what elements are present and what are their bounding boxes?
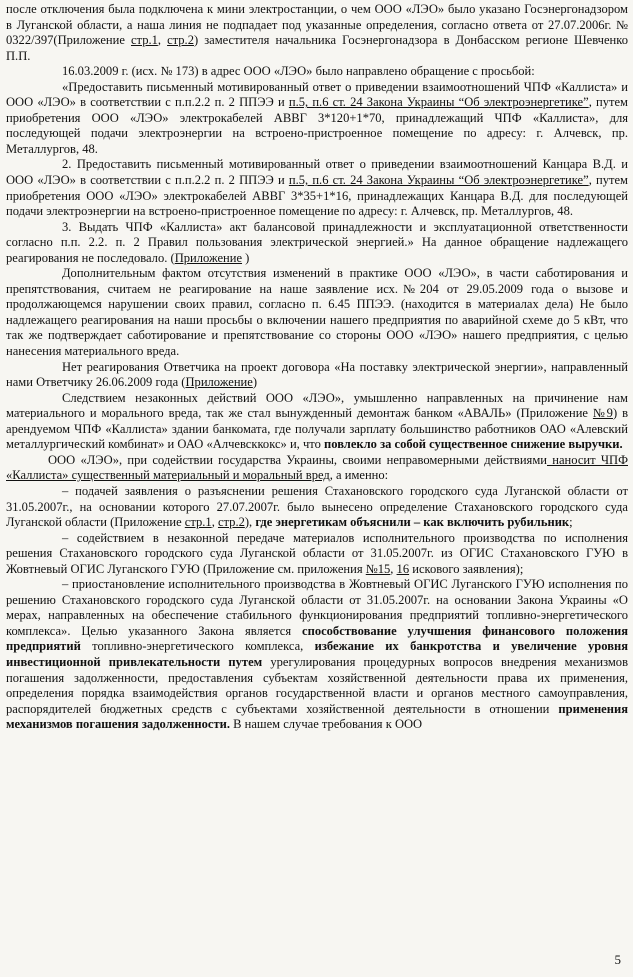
- text-run: В нашем случае требования к ООО: [229, 717, 423, 732]
- text-run: Дополнительным фактом отсутствия изменений в практике ООО «ЛЭО», в части саботирования и препятствования, считаем не реагирование на наше заявление исх.№204 от 29.05.2009 года о вызове и продолжающемся нарушении своих правил, согласно п. 6.45 ППЭЭ. (находится в материалах дела) Не было надлежащего реагирования на наши просьбы о включении нашего предприятия по аварийной схеме до 5 кВт, что так же подтверждает саботирование и препятствование со стороны ООО «ЛЭО» нашего предприятия, с целью нанесения материального вреда.: [6, 266, 628, 359]
- text-run: Нет реагирования Ответчика на проект договора «На поставку электрической энергии», направленный нами Ответчику 26.06.2009 года (: [6, 359, 628, 390]
- text-run: 2. Предоставить письменный мотивированный ответ о приведении взаимоотношений Канцара В.Д. и ООО «ЛЭО» в соответствии с п.п.2.2 п. 2 ППЭЭ и: [6, 157, 628, 188]
- paragraph: [6, 2, 628, 64]
- underlined-reference: №15: [365, 561, 391, 576]
- paragraph: [6, 360, 628, 391]
- text-run: Следствием незаконных действий ООО «ЛЭО», умышленно направленных на причинение нам материального и морального вреда, так же стал вынужденный демонтаж банком «АВАЛЬ» (Приложение: [6, 390, 628, 421]
- text-run: ,: [390, 561, 397, 576]
- bold-emphasis: повлекло за собой существенное снижение выручки.: [324, 437, 623, 452]
- underlined-reference: п.5, п.6 ст. 24 Закона Украины “Об электроэнергетике”: [288, 173, 589, 188]
- bold-emphasis: способствование улучшения финансового положения предприятий: [6, 623, 628, 654]
- paragraph: [6, 531, 628, 578]
- paragraph: [6, 484, 628, 531]
- text-run: искового заявления);: [409, 561, 524, 576]
- text-run: – подачей заявления о разъяснении решения Стахановского городского суда Луганской области от 31.05.2007г., на основании которого 27.07.2007г. было вынесено определение Стахановского городского суда Луганской области (Приложение: [6, 483, 628, 530]
- text-run: ): [242, 250, 250, 265]
- underlined-reference: стр.2: [217, 515, 245, 530]
- paragraph: [6, 391, 628, 453]
- text-run: 16.03.2009 г. (исх. № 173) в адрес ООО «ЛЭО» было направлено обращение с просьбой:: [62, 64, 535, 79]
- paragraph: [6, 80, 628, 158]
- paragraph: [6, 453, 628, 484]
- text-run: ,: [211, 515, 218, 530]
- text-run: ;: [569, 515, 573, 530]
- text-run: – содействием в незаконной передаче материалов исполнительного производства по исполнения решения Стахановского городского суда Луганской области от 31.05.2007г. из ОГИС Стахановского ГУЮ в Жовтневый ОГИС Луганского ГУЮ (Приложение см. приложения: [6, 530, 628, 576]
- text-run: , путем приобретения ООО «ЛЭО» электрокабелей АВВГ 3*120+1*70, принадлежащий ЧПФ «Каллиста», для последующей подачи электроэнергии на встроено-пристроенное помещение по адресу: г. Алчевск, пр. Металлургов, 48.: [6, 95, 628, 156]
- text-run: топливно-энергетического комплекса,: [80, 639, 315, 654]
- text-run: урегулирования процедурных вопросов внедрения механизмов погашения задолженности, предоставления субъектам хозяйственной деятельности права их применения, определения порядка взаимодействия органов государственной власти и органов местного самоуправления, распорядителей бюджетных средств с субъектами хозяйственной деятельности в отношении: [6, 654, 628, 716]
- underlined-reference: Приложение: [174, 250, 243, 265]
- paragraph: [6, 577, 628, 732]
- text-run: ООО «ЛЭО», при содействии государства Украины, своими неправомерными действиями: [48, 452, 547, 467]
- underlined-reference: стр.1: [130, 33, 158, 48]
- text-run: ) заместителя начальника Госэнергонадзора в Донбасском регионе Шевченко П.П.: [6, 33, 628, 63]
- text-run: 3. Выдать ЧПФ «Каллиста» акт балансовой принадлежности и эксплуатационной ответственности согласно п.п. 2.2. п. 2 Правил пользования электрической энергией.» На данное обращение надлежащего реагирования не последовало. (: [6, 219, 628, 265]
- document-body: [6, 2, 628, 733]
- underlined-reference: стр.1: [184, 515, 212, 530]
- paragraph: [6, 266, 628, 359]
- page-number: 5: [614, 952, 621, 967]
- text-run: , путем приобретения ООО «ЛЭО» электрокабелей АВВГ 3*35+1*16, принадлежащих Канцара В.Д. для последующей подачи электроэнергии на встроено-пристроенное помещение по адресу: г. Алчевск, пр. Металлургов, 48.: [6, 173, 628, 219]
- bold-emphasis: избежание их банкротства и увеличение уровня инвестиционной привлекательности путем: [6, 639, 629, 669]
- text-run: , а именно:: [329, 468, 389, 483]
- text-run: после отключения была подключена к мини электростанции, о чем ООО «ЛЭО» было указано Госэнергонадзором в Луганской области, а наша линия не подпадает под указанные определения, согласно ответа от 27.07.2006г. № 0322/397(Приложение: [6, 2, 628, 48]
- text-run: – приостановление исполнительного производства в Жовтневый ОГИС Луганского ГУЮ исполнения по решению Стахановского городского суда Луганской области от 31.05.2007г. на основании Закона Украины «О мерах, направленных на обеспечение стабильного функционирования предприятий топливно-энергетического комплекса». Целью указанного Закона является: [6, 577, 628, 638]
- paragraph: [6, 64, 628, 80]
- text-run: ): [252, 375, 258, 390]
- text-run: ,: [157, 33, 168, 48]
- text-run: ),: [244, 515, 256, 530]
- text-run: ) в арендуемом ЧПФ «Каллиста» здании банкомата, где получали зарплату большинство работников ОАО «Алевский металлургический комбинат» и ОАО «Алчевсккокс» и, что: [6, 406, 628, 452]
- underlined-reference: п.5, п.6 ст. 24 Закона Украины “Об электроэнергетике”: [288, 95, 589, 110]
- bold-emphasis: где энергетикам объяснили – как включить рубильник: [255, 515, 570, 530]
- paragraph: [6, 157, 628, 219]
- text-run: «Предоставить письменный мотивированный ответ о приведении взаимоотношений ЧПФ «Каллиста» и ООО «ЛЭО» в соответствии с п.п.2.2 п. 2 ППЭЭ и: [6, 79, 628, 110]
- paragraph: [6, 220, 628, 267]
- bold-emphasis: применения механизмов погашения задолженности.: [6, 701, 628, 732]
- underlined-reference: 16: [396, 561, 410, 576]
- underlined-reference: стр.2: [167, 33, 194, 48]
- underlined-reference: Приложение: [185, 375, 253, 390]
- underlined-reference: №9: [592, 406, 613, 421]
- underlined-reference: наносит ЧПФ «Каллиста» существенный материальный и моральный вред: [6, 452, 628, 483]
